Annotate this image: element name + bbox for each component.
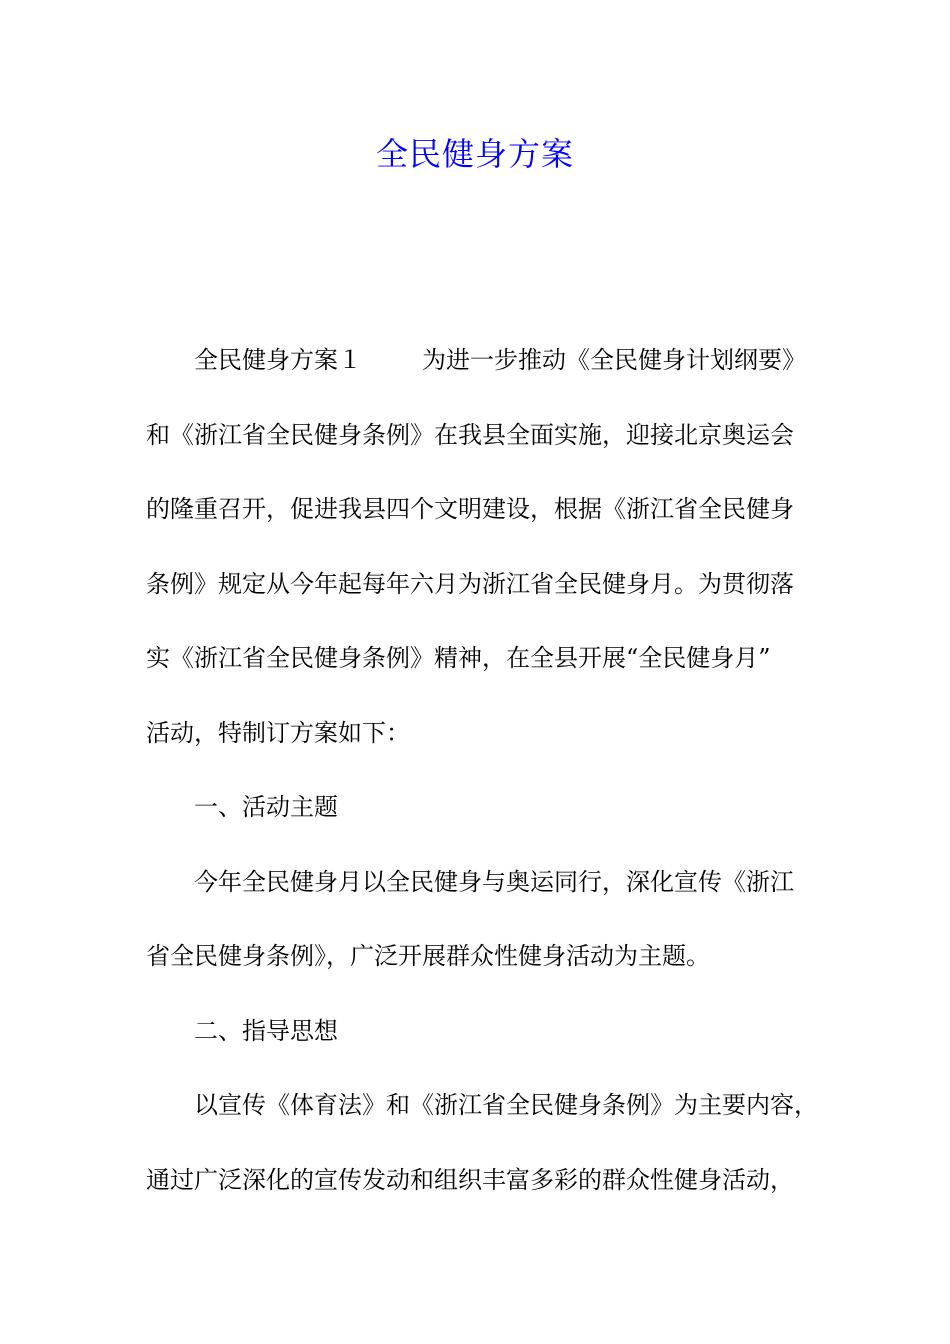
paragraph-line-5: 实《浙江省全民健身条例》精神，在全县开展“全民健身月” [146,644,771,672]
paragraph-line-12: 通过广泛深化的宣传发动和组织丰富多彩的群众性健身活动， [146,1165,794,1194]
section-heading-1: 一、活动主题 [194,793,338,821]
paragraph-line-6: 活动，特制订方案如下： [146,718,410,747]
document-title: 全民健身方案 [375,135,574,173]
paragraph-line-1 [146,336,810,411]
paragraph-line-3: 的隆重召开，促进我县四个文明建设，根据《浙江省全民健身 [146,495,794,523]
document-body [146,336,818,1230]
paragraph-line-4: 条例》规定从今年起每年六月为浙江省全民健身月。为贯彻落 [146,569,794,598]
section-heading-2: 二、指导思想 [194,1016,338,1045]
paragraph-line-11: 以宣传《体育法》和《浙江省全民健身条例》为主要内容， [194,1091,818,1119]
paragraph-line-8: 今年全民健身月以全民健身与奥运同行，深化宣传《浙江 [194,867,794,896]
paragraph-line-2: 和《浙江省全民健身条例》在我县全面实施，迎接北京奥运会 [146,420,794,449]
paragraph-line-1-text: 为进一步推动《全民健身计划纲要》 [422,346,806,374]
paragraph-line-9: 省全民健身条例》，广泛开展群众性健身活动为主题。 [146,942,710,970]
document-heading-label: 全民健身方案１ [194,346,362,374]
